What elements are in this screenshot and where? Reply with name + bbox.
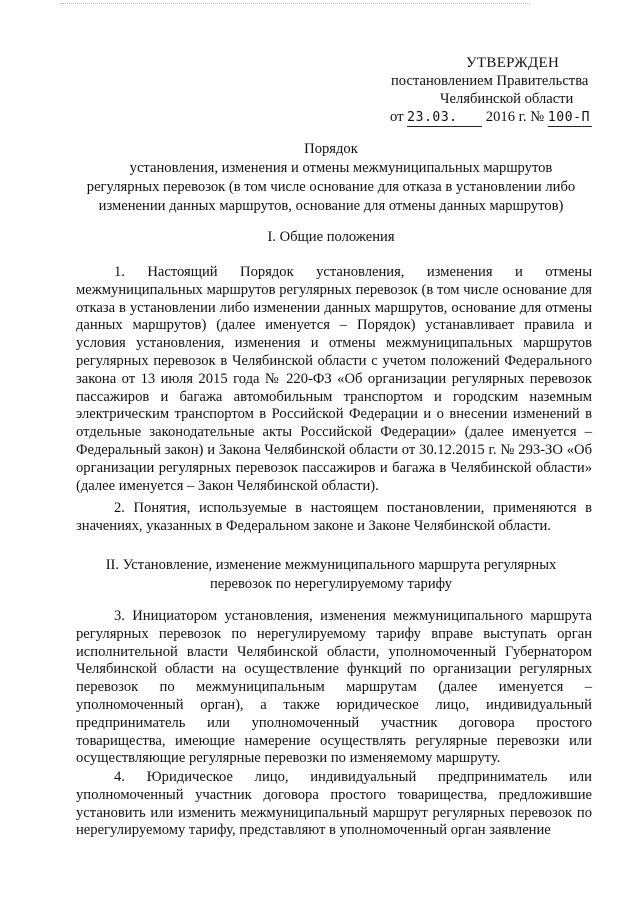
title-line: Порядок	[304, 141, 358, 157]
approval-line-resolution: постановлением Правительства	[391, 73, 589, 89]
approval-date-number-line	[380, 108, 600, 127]
paragraph-2: 2. Понятия, используемые в настоящем постановлении, применяются в значениях, указанных в Федеральном законе и Законе Челябинской области.	[76, 500, 592, 534]
section-2-heading-line: перевозок по нерегулируемому тарифу	[209, 576, 453, 592]
paragraph-4: 4. Юридическое лицо, индивидуальный предприниматель или уполномоченный участник договора простого товарищества, предложившие установить или изменить межмуниципальный маршрут регулярных перевозок по нерегулируемому тарифу, представляют в уполномоченный орган заявление	[76, 769, 592, 839]
title-line: изменении данных маршрутов, основание для отмены данных маршрутов)	[98, 198, 564, 214]
title-line: регулярных перевозок (в том числе основание для отказа в установлении либо	[86, 179, 576, 195]
section-1-heading: I. Общие положения	[267, 229, 395, 245]
section-2-heading-line: II. Установление, изменение межмуниципального маршрута регулярных	[105, 557, 557, 573]
approval-title: УТВЕРЖДЕН	[466, 55, 560, 71]
scan-artifact-line	[60, 3, 530, 5]
handwritten-number: 100-П	[547, 110, 590, 125]
handwritten-date: 23.03.	[407, 110, 482, 127]
approval-stamp-block	[380, 54, 600, 127]
date-prefix: от	[390, 109, 404, 125]
paragraph-3: 3. Инициатором установления, изменения межмуниципального маршрута регулярных перевозок по нерегулируемому тарифу вправе выступать орган исполнительной власти Челябинской области, уполномоченный Губернатором Челябинской области на осуществление функций по организации регулярных перевозок по межмуниципальным маршрутам (далее именуется – уполномоченный орган), а также юридическое лицо, индивидуальный предприниматель или уполномоченный участник договора простого товарищества, имеющие намерение осуществлять регулярные перевозки или осуществляющие регулярные перевозки по изменяемому маршруту.	[76, 608, 592, 767]
date-suffix: 2016 г. №	[485, 109, 545, 125]
approval-line-region: Челябинской области	[440, 91, 574, 107]
paragraph-1: 1. Настоящий Порядок установления, изменения и отмены межмуниципальных маршрутов регулярных перевозок (в том числе основание для отказа в установлении либо изменении данных маршрутов, основание для отмены данных маршрутов) (далее именуется – Порядок) устанавливает правила и условия установления, изменения и отмены межмуниципальных маршрутов регулярных перевозок в Челябинской области с учетом положений Федерального закона от 13 июля 2015 года № 220-ФЗ «Об организации регулярных перевозок пассажиров и багажа автомобильным транспортом и городским наземным электрическим транспортом в Российской Федерации и о внесении изменений в отдельные законодательные акты Российской Федерации» (далее именуется – Федеральный закон) и Закона Челябинской области от 30.12.2015 г. № 293-ЗО «Об организации регулярных перевозок пассажиров и багажа в Челябинской области» (далее именуется – Закон Челябинской области).	[76, 264, 592, 494]
title-line: установления, изменения и отмены межмуниципальных маршрутов	[129, 160, 553, 176]
document-title	[70, 140, 592, 216]
section-2-heading	[70, 556, 592, 594]
